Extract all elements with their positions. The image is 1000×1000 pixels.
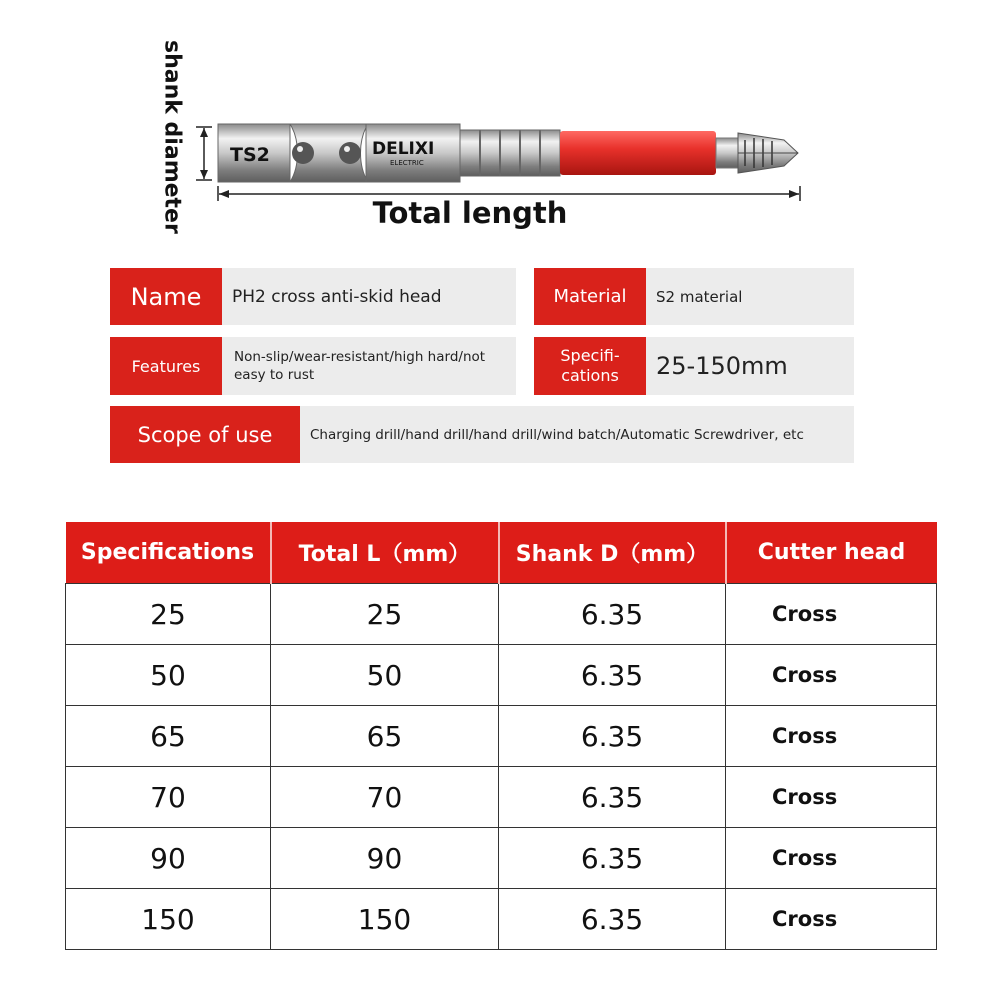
col-header-specifications: Specifications	[66, 522, 271, 584]
cell-spec: 150	[66, 889, 271, 950]
cell-spec: 90	[66, 828, 271, 889]
attr-name	[110, 268, 516, 325]
bit-brand-sub-text: ELECTRIC	[390, 159, 424, 167]
attr-scope-key: Scope of use	[110, 406, 300, 463]
total-length-label: Total length	[372, 196, 568, 230]
cell-spec: 50	[66, 645, 271, 706]
cell-total-length: 25	[271, 584, 499, 645]
col-header-cutter-head: Cutter head	[726, 522, 937, 584]
table-row	[66, 767, 937, 828]
bit-model-text: TS2	[230, 144, 270, 166]
attr-specifications-key: Specifi- cations	[534, 337, 646, 395]
attr-specifications-value: 25-150mm	[656, 352, 788, 380]
col-header-total-length: Total L（mm）	[271, 522, 499, 584]
spec-table-header-row	[66, 522, 937, 584]
col-header-shank-diameter: Shank D（mm）	[499, 522, 726, 584]
attr-name-value: PH2 cross anti-skid head	[232, 286, 442, 307]
attr-scope	[110, 406, 854, 463]
cell-shank-diameter: 6.35	[499, 889, 726, 950]
bit-illustration	[0, 0, 1000, 260]
cell-shank-diameter: 6.35	[499, 584, 726, 645]
cell-total-length: 50	[271, 645, 499, 706]
bit-brand-text: DELIXI	[372, 139, 435, 159]
attr-features-value: Non-slip/wear-resistant/high hard/not easy to rust	[234, 349, 486, 383]
cell-shank-diameter: 6.35	[499, 767, 726, 828]
cell-cutter-head: Cross	[726, 889, 937, 950]
shank-diameter-label: shank diameter	[159, 40, 185, 234]
table-row	[66, 828, 937, 889]
cell-cutter-head: Cross	[726, 828, 937, 889]
cell-shank-diameter: 6.35	[499, 828, 726, 889]
attr-features-key: Features	[110, 337, 222, 395]
table-row	[66, 889, 937, 950]
cell-spec: 25	[66, 584, 271, 645]
cell-total-length: 70	[271, 767, 499, 828]
cell-shank-diameter: 6.35	[499, 645, 726, 706]
attr-specifications	[534, 337, 854, 395]
attr-material	[534, 268, 854, 325]
attr-name-key: Name	[110, 268, 222, 325]
attr-features	[110, 337, 516, 395]
cell-total-length: 90	[271, 828, 499, 889]
cell-cutter-head: Cross	[726, 767, 937, 828]
table-row	[66, 706, 937, 767]
cell-total-length: 65	[271, 706, 499, 767]
cell-spec: 70	[66, 767, 271, 828]
cell-cutter-head: Cross	[726, 706, 937, 767]
cell-shank-diameter: 6.35	[499, 706, 726, 767]
cell-cutter-head: Cross	[726, 584, 937, 645]
cell-cutter-head: Cross	[726, 645, 937, 706]
attr-material-value: S2 material	[656, 287, 743, 306]
cell-spec: 65	[66, 706, 271, 767]
table-row	[66, 645, 937, 706]
cell-total-length: 150	[271, 889, 499, 950]
table-row	[66, 584, 937, 645]
attr-scope-value: Charging drill/hand drill/hand drill/wind batch/Automatic Screwdriver, etc	[310, 426, 804, 443]
spec-table	[65, 522, 937, 950]
attr-material-key: Material	[534, 268, 646, 325]
